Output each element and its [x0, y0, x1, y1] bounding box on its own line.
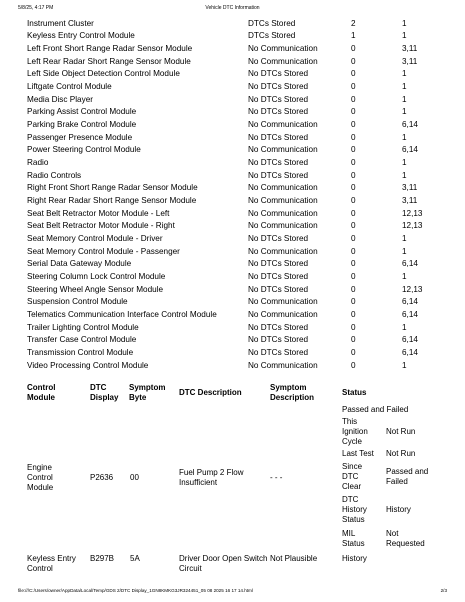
- dtc-count: 0: [351, 145, 356, 155]
- status-codes: 3,11: [402, 43, 418, 53]
- dtc-count: 0: [351, 347, 356, 357]
- print-datetime: 5/8/25, 4:17 PM: [18, 5, 54, 11]
- status-codes: 1: [402, 31, 407, 41]
- status-codes: 1: [402, 69, 407, 79]
- dtc-row-2-code: B297B: [90, 554, 115, 563]
- module-name: Keyless Entry Control Module: [27, 31, 135, 41]
- module-name: Instrument Cluster: [27, 18, 94, 28]
- dtc-count: 2: [351, 18, 356, 28]
- module-status: No DTCs Stored: [248, 271, 309, 281]
- module-name: Suspension Control Module: [27, 297, 128, 307]
- module-status: No DTCs Stored: [248, 132, 309, 142]
- module-name: Transmission Control Module: [27, 347, 134, 357]
- dtc-count: 0: [351, 271, 356, 281]
- module-status: No Communication: [248, 56, 318, 66]
- dtc-row-1-code: P2636: [90, 473, 114, 482]
- module-status: No DTCs Stored: [248, 347, 309, 357]
- status-label-mil: MIL Status: [342, 529, 365, 548]
- header-status: Status: [342, 388, 367, 397]
- status-label-last-test: Last Test: [342, 449, 374, 458]
- module-status: No Communication: [248, 246, 318, 256]
- module-status: No Communication: [248, 208, 318, 218]
- module-status: No Communication: [248, 43, 318, 53]
- dtc-row-2-symptom-byte: 5A: [130, 554, 140, 563]
- dtc-count: 0: [351, 297, 356, 307]
- dtc-count: 0: [351, 233, 356, 243]
- module-name: Radio Controls: [27, 170, 82, 180]
- dtc-count: 0: [351, 360, 356, 370]
- dtc-count: 0: [351, 107, 356, 117]
- status-codes: 1: [402, 322, 407, 332]
- dtc-count: 0: [351, 43, 356, 53]
- module-status: DTCs Stored: [248, 18, 296, 28]
- dtc-count: 0: [351, 81, 356, 91]
- dtc-count: 0: [351, 309, 356, 319]
- status-codes: 6,14: [402, 297, 418, 307]
- module-name: Seat Belt Retractor Motor Module - Right: [27, 221, 175, 231]
- status-codes: 6,14: [402, 119, 418, 129]
- module-name: Telematics Communication Interface Control Module: [27, 309, 217, 319]
- status-codes: 12,13: [402, 221, 423, 231]
- module-status: No Communication: [248, 297, 318, 307]
- module-status: No DTCs Stored: [248, 157, 309, 167]
- module-status: No Communication: [248, 221, 318, 231]
- dtc-count: 0: [351, 208, 356, 218]
- module-status: No DTCs Stored: [248, 107, 309, 117]
- dtc-row-2-description: Driver Door Open Switch Circuit: [179, 554, 268, 573]
- module-status: No Communication: [248, 309, 318, 319]
- module-status: No DTCs Stored: [248, 81, 309, 91]
- status-value-dtc-history: History: [386, 505, 411, 514]
- module-status: No Communication: [248, 145, 318, 155]
- dtc-row-1-symptom-description: - - -: [270, 473, 283, 482]
- dtc-count: 0: [351, 335, 356, 345]
- module-status: No Communication: [248, 119, 318, 129]
- header-symptom-description: Symptom Description: [270, 383, 315, 402]
- module-status: No DTCs Stored: [248, 170, 309, 180]
- dtc-count: 0: [351, 221, 356, 231]
- dtc-row-2-symptom-description: Not Plausible: [270, 554, 318, 563]
- status-value-this-ignition-cycle: Not Run: [386, 427, 416, 436]
- status-value-last-test: Not Run: [386, 449, 416, 458]
- module-name: Left Rear Radar Short Range Sensor Module: [27, 56, 191, 66]
- module-status: No DTCs Stored: [248, 69, 309, 79]
- module-name: Steering Wheel Angle Sensor Module: [27, 284, 164, 294]
- module-name: Seat Memory Control Module - Driver: [27, 233, 163, 243]
- module-status: No DTCs Stored: [248, 94, 309, 104]
- status-value-mil: Not Requested: [386, 529, 425, 548]
- module-name: Serial Data Gateway Module: [27, 259, 132, 269]
- header-dtc-description: DTC Description: [179, 388, 242, 397]
- status-label-dtc-history: DTC History Status: [342, 495, 367, 524]
- module-name: Parking Brake Control Module: [27, 119, 137, 129]
- module-name: Parking Assist Control Module: [27, 107, 137, 117]
- dtc-count: 0: [351, 284, 356, 294]
- module-name: Radio: [27, 157, 49, 167]
- module-name: Seat Memory Control Module - Passenger: [27, 246, 180, 256]
- page-title: Vehicle DTC Information: [205, 5, 260, 11]
- dtc-row-1-module: Engine Control Module: [27, 463, 54, 492]
- module-status: No DTCs Stored: [248, 259, 309, 269]
- module-status: No Communication: [248, 360, 318, 370]
- dtc-row-1-status-banner: Passed and Failed: [342, 405, 409, 414]
- status-codes: 3,11: [402, 183, 418, 193]
- status-codes: 12,13: [402, 208, 423, 218]
- dtc-count: 0: [351, 170, 356, 180]
- module-name: Steering Column Lock Control Module: [27, 271, 166, 281]
- module-status: No DTCs Stored: [248, 284, 309, 294]
- dtc-row-2-status: History: [342, 554, 367, 563]
- status-codes: 6,14: [402, 309, 418, 319]
- dtc-count: 1: [351, 31, 356, 41]
- module-name: Left Side Object Detection Control Module: [27, 69, 180, 79]
- module-status: No DTCs Stored: [248, 233, 309, 243]
- status-codes: 1: [402, 132, 407, 142]
- status-codes: 1: [402, 107, 407, 117]
- status-codes: 1: [402, 157, 407, 167]
- status-codes: 6,14: [402, 259, 418, 269]
- dtc-count: 0: [351, 94, 356, 104]
- dtc-count: 0: [351, 56, 356, 66]
- status-codes: 1: [402, 233, 407, 243]
- dtc-row-1-description: Fuel Pump 2 Flow Insufficient: [179, 468, 244, 487]
- module-name: Liftgate Control Module: [27, 81, 112, 91]
- status-codes: 1: [402, 94, 407, 104]
- header-dtc-display: DTC Display: [90, 383, 119, 402]
- status-label-since-dtc-clear: Since DTC Clear: [342, 462, 363, 491]
- status-codes: 3,11: [402, 195, 418, 205]
- dtc-count: 0: [351, 183, 356, 193]
- dtc-row-2-module: Keyless Entry Control: [27, 554, 76, 573]
- header-control-module: Control Module: [27, 383, 56, 402]
- dtc-count: 0: [351, 195, 356, 205]
- file-path-link[interactable]: file:///C:/Users/owner/AppData/Local/Temp/GDS 2/DTC Display_1GN8KMKG3JR324451_05 08 2025 16 17 14.html: [18, 588, 253, 593]
- module-name: Right Front Short Range Radar Sensor Module: [27, 183, 198, 193]
- status-codes: 6,14: [402, 335, 418, 345]
- module-status: No DTCs Stored: [248, 322, 309, 332]
- module-status: No DTCs Stored: [248, 335, 309, 345]
- module-name: Right Rear Radar Short Range Sensor Module: [27, 195, 197, 205]
- module-name: Trailer Lighting Control Module: [27, 322, 139, 332]
- status-codes: 1: [402, 360, 407, 370]
- status-label-this-ignition-cycle: This Ignition Cycle: [342, 417, 368, 446]
- module-name: Media Disc Player: [27, 94, 93, 104]
- status-codes: 6,14: [402, 347, 418, 357]
- status-codes: 1: [402, 81, 407, 91]
- dtc-count: 0: [351, 157, 356, 167]
- header-symptom-byte: Symptom Byte: [129, 383, 166, 402]
- module-name: Seat Belt Retractor Motor Module - Left: [27, 208, 170, 218]
- module-name: Video Processing Control Module: [27, 360, 149, 370]
- dtc-row-1-symptom-byte: 00: [130, 473, 139, 482]
- status-codes: 3,11: [402, 56, 418, 66]
- status-codes: 1: [402, 18, 407, 28]
- status-codes: 12,13: [402, 284, 423, 294]
- module-name: Passenger Presence Module: [27, 132, 133, 142]
- module-name: Left Front Short Range Radar Sensor Module: [27, 43, 193, 53]
- status-codes: 6,14: [402, 145, 418, 155]
- module-status: DTCs Stored: [248, 31, 296, 41]
- dtc-count: 0: [351, 132, 356, 142]
- module-status: No Communication: [248, 195, 318, 205]
- status-codes: 1: [402, 246, 407, 256]
- module-status: No Communication: [248, 183, 318, 193]
- page-number: 2/3: [440, 588, 447, 593]
- status-codes: 1: [402, 170, 407, 180]
- module-name: Transfer Case Control Module: [27, 335, 137, 345]
- dtc-count: 0: [351, 246, 356, 256]
- dtc-count: 0: [351, 69, 356, 79]
- dtc-count: 0: [351, 119, 356, 129]
- status-codes: 1: [402, 271, 407, 281]
- module-name: Power Steering Control Module: [27, 145, 141, 155]
- dtc-count: 0: [351, 322, 356, 332]
- status-value-since-dtc-clear: Passed and Failed: [386, 467, 429, 486]
- dtc-count: 0: [351, 259, 356, 269]
